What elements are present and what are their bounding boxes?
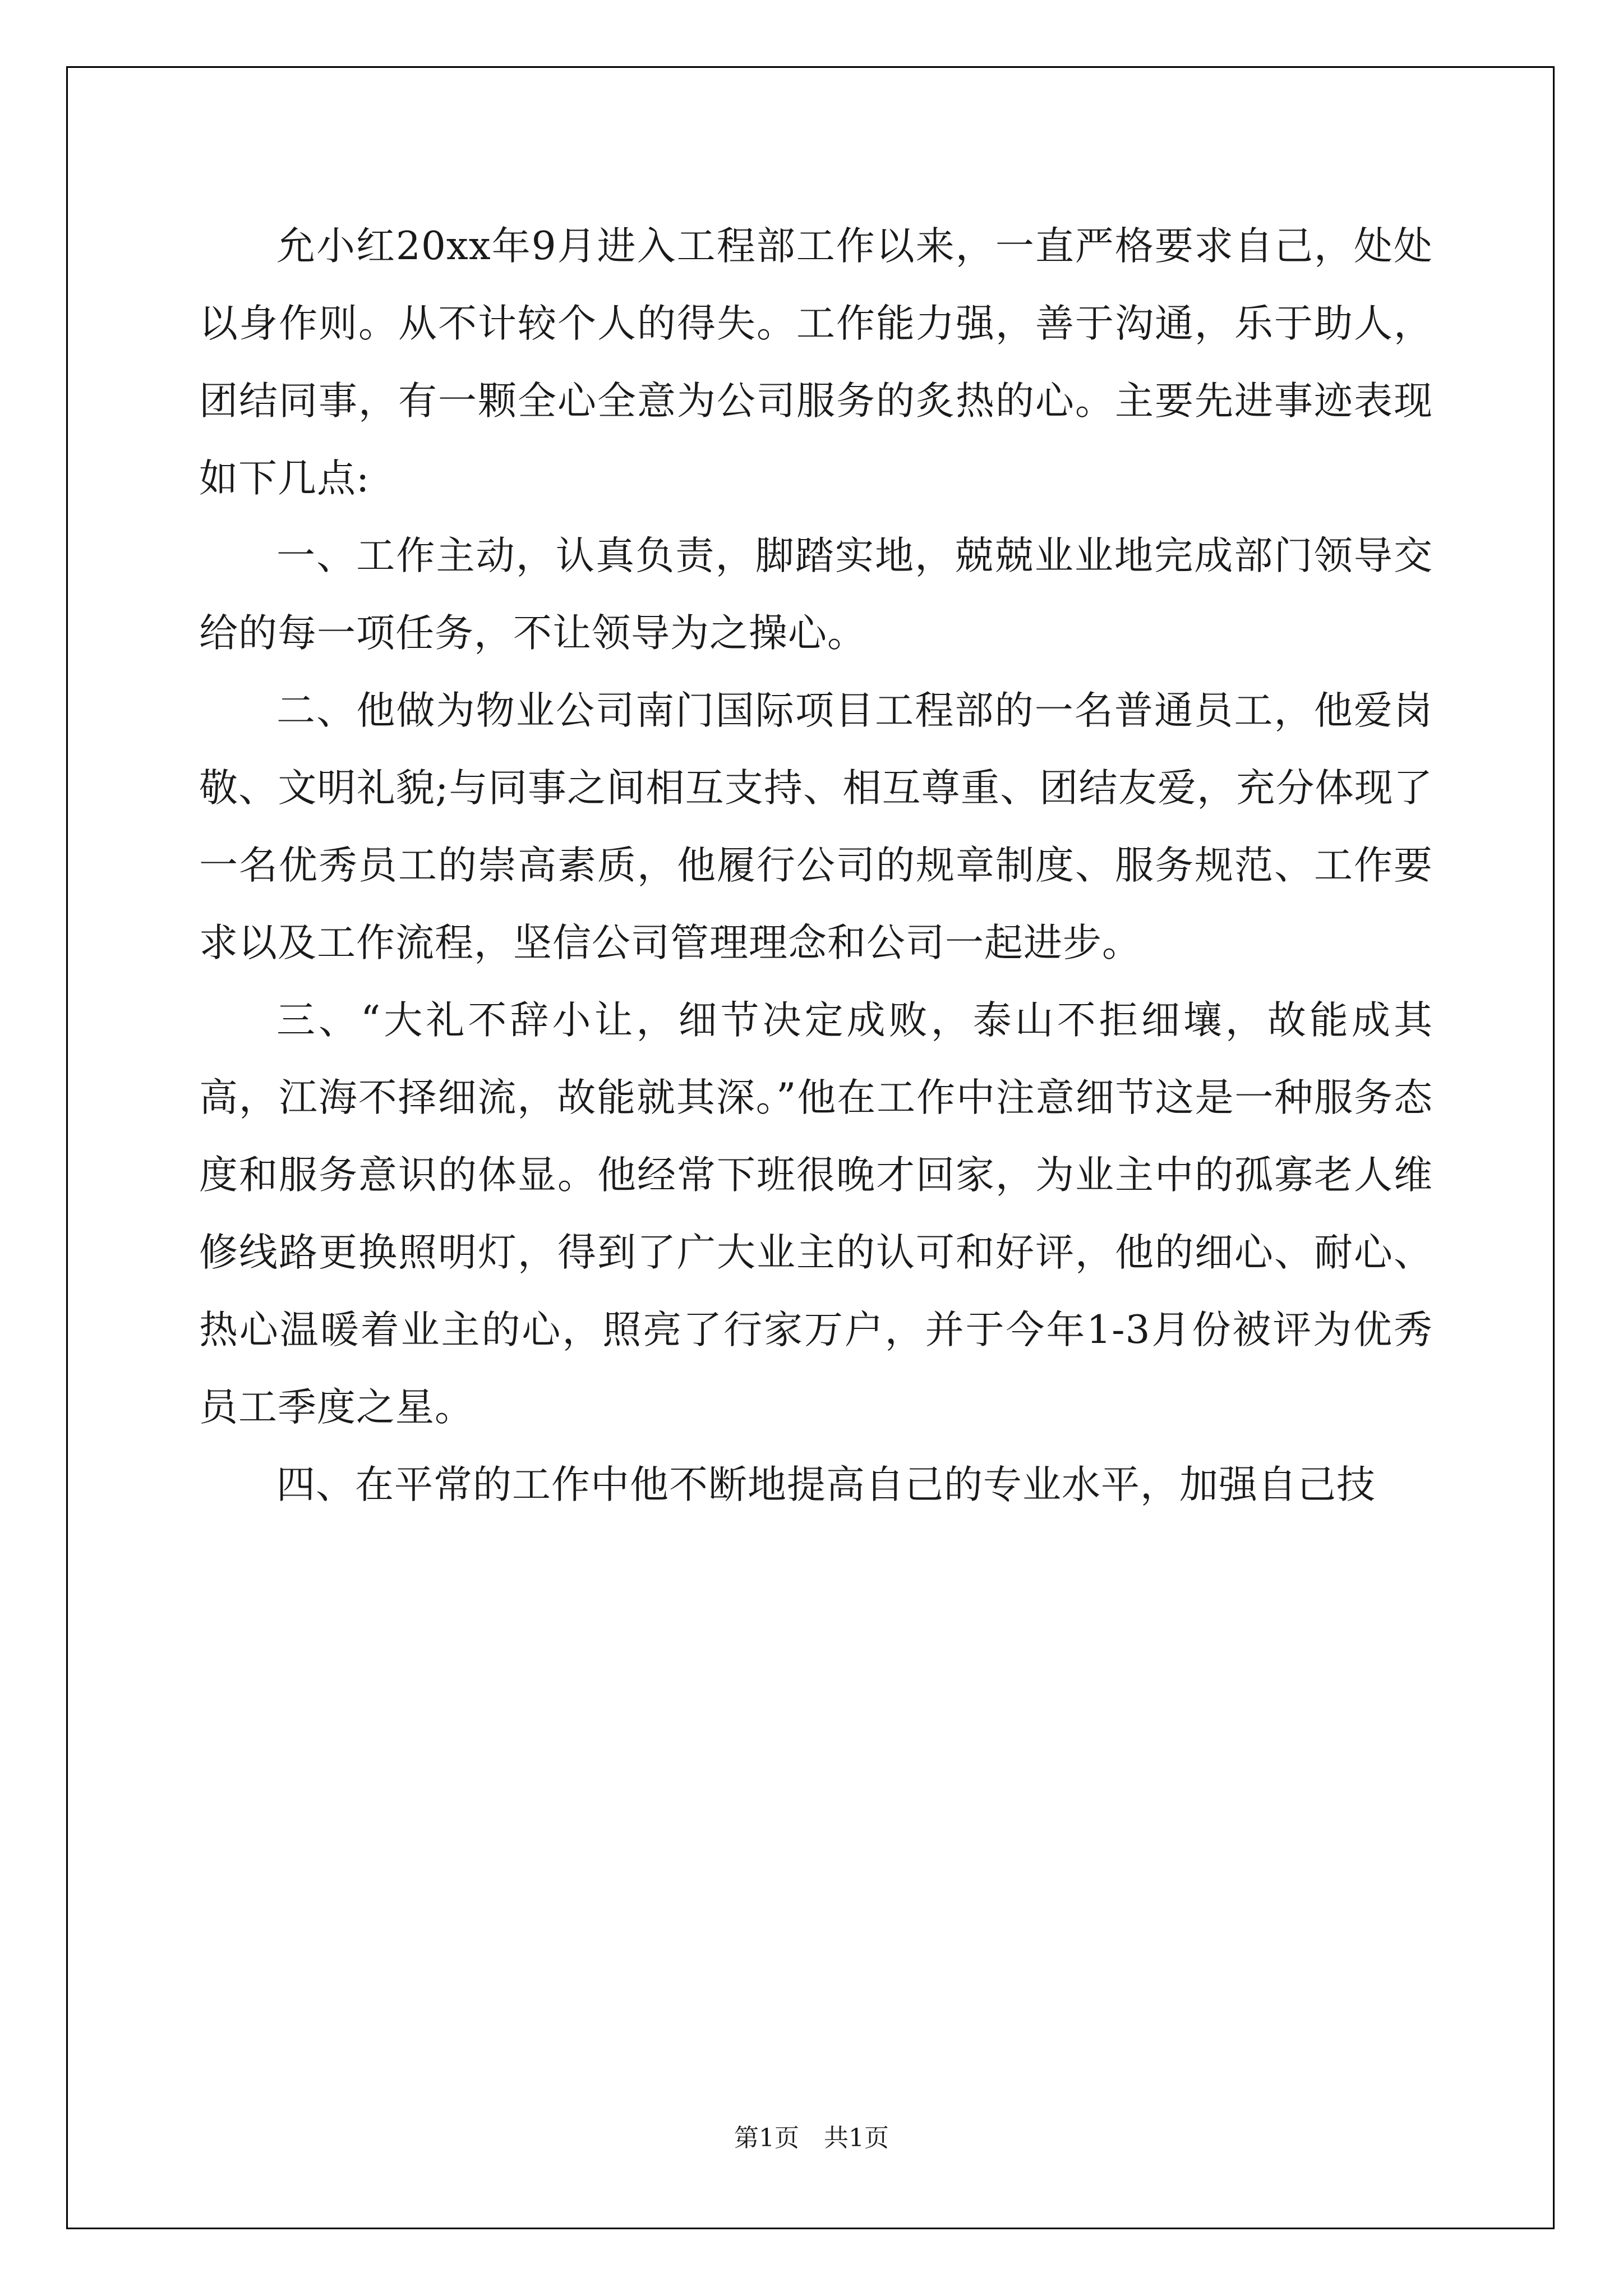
paragraph-point-3: 三、“大礼不辞小让，细节决定成败，泰山不拒细壤，故能成其高，江海不择细流，故能就其深。”他在工作中注意细节这是一种服务态度和服务意识的体显。他经常下班很晚才回家，为业主中的孤寡老人维修线路更换照明灯，得到了广大业主的认可和好评，他的细心、耐心、热心温暖着业主的心，照亮了行家万户，并于今年1-3月份被评为优秀员工季度之星。 — [199, 998, 1433, 1430]
document-body — [199, 208, 1433, 1524]
paragraph-point-2: 二、他做为物业公司南门国际项目工程部的一名普通员工，他爱岗敬、文明礼貌;与同事之间相互支持、相互尊重、团结友爱，充分体现了一名优秀员工的崇高素质，他履行公司的规章制度、服务规范、工作要求以及工作流程，坚信公司管理理念和公司一起进步。 — [199, 688, 1433, 965]
paragraph-point-1: 一、工作主动，认真负责，脚踏实地，兢兢业业地完成部门领导交给的每一项任务，不让领导为之操心。 — [199, 533, 1433, 656]
paragraph-point-4: 四、在平常的工作中他不断地提高自己的专业水平，加强自己技 — [276, 1462, 1376, 1507]
page-footer: 第1页 共1页 — [734, 2124, 889, 2152]
paragraph-intro: 允小红20xx年9月进入工程部工作以来，一直严格要求自己，处处以身作则。从不计较个人的得失。工作能力强，善于沟通，乐于助人，团结同事，有一颗全心全意为公司服务的炙热的心。主要先进事迹表现如下几点: — [199, 224, 1433, 501]
